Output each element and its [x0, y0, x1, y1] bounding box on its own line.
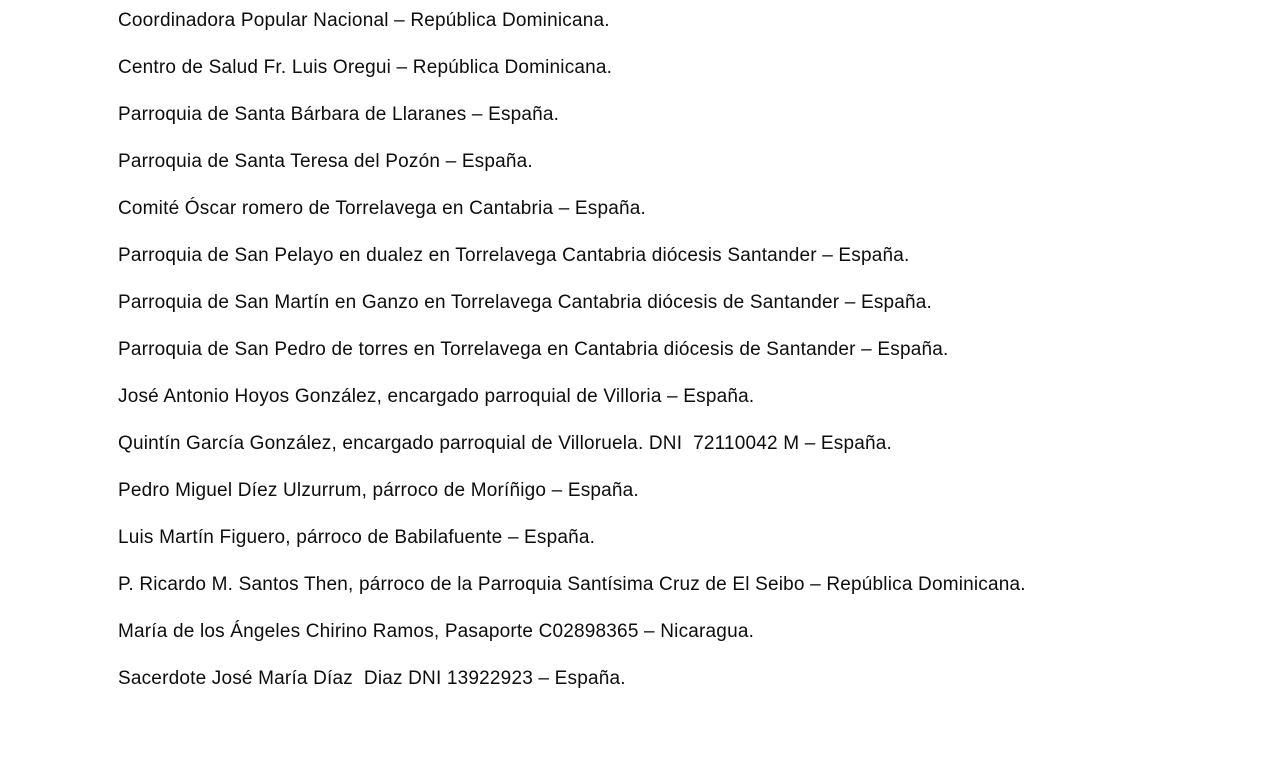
- document-line: Parroquia de San Pedro de torres en Torrelavega en Cantabria diócesis de Santander – España.: [118, 339, 949, 360]
- document-line: Coordinadora Popular Nacional – República Dominicana.: [118, 10, 610, 31]
- document-line: P. Ricardo M. Santos Then, párroco de la Parroquia Santísima Cruz de El Seibo – República Dominicana.: [118, 574, 1026, 595]
- document-line: Parroquia de Santa Bárbara de Llaranes – España.: [118, 104, 560, 125]
- document-body: [118, 10, 1215, 689]
- document-line: Comité Óscar romero de Torrelavega en Cantabria – España.: [118, 198, 646, 219]
- document-line: Luis Martín Figuero, párroco de Babilafuente – España.: [118, 527, 596, 548]
- document-line: José Antonio Hoyos González, encargado parroquial de Villoria – España.: [118, 386, 755, 407]
- document-line: Parroquia de Santa Teresa del Pozón – España.: [118, 151, 533, 172]
- document-line: Quintín García González, encargado parroquial de Villoruela. DNI 72110042 M – España.: [118, 433, 892, 454]
- document-line: Parroquia de San Pelayo en dualez en Torrelavega Cantabria diócesis Santander – España.: [118, 245, 910, 266]
- document-line: Pedro Miguel Díez Ulzurrum, párroco de Moríñigo – España.: [118, 480, 639, 501]
- document-line: Centro de Salud Fr. Luis Oregui – República Dominicana.: [118, 57, 613, 78]
- document-line: Parroquia de San Martín en Ganzo en Torrelavega Cantabria diócesis de Santander – España.: [118, 292, 933, 313]
- document-line: María de los Ángeles Chirino Ramos, Pasaporte C02898365 – Nicaragua.: [118, 621, 755, 642]
- document-line: Sacerdote José María Díaz Diaz DNI 13922923 – España.: [118, 668, 626, 689]
